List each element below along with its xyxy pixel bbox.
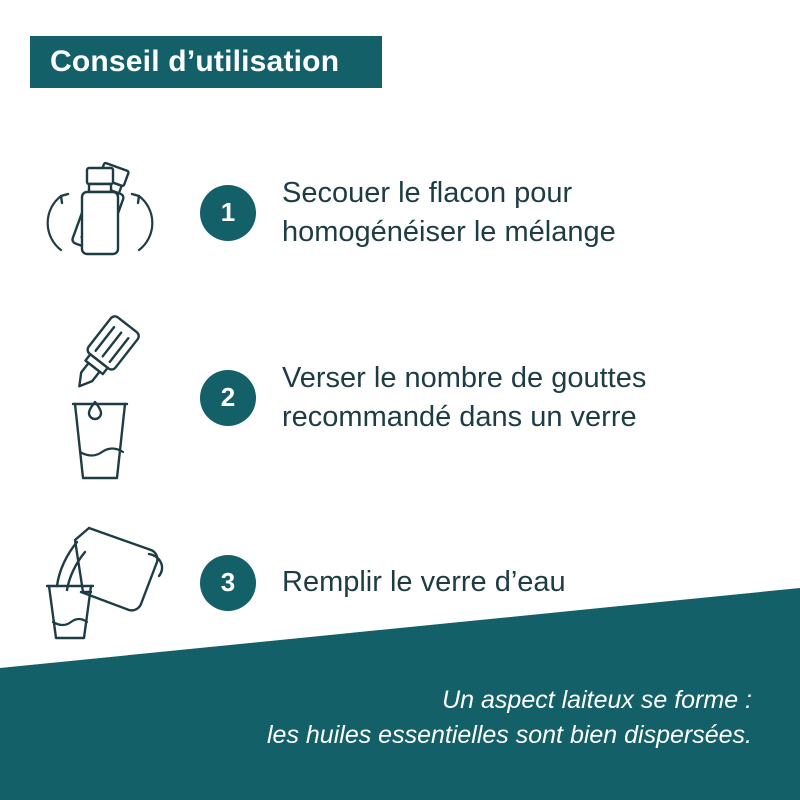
step-text-line: Remplir le verre d’eau	[282, 566, 566, 599]
page-title: Conseil d’utilisation	[50, 45, 340, 78]
step-text-line: Verser le nombre de gouttes	[282, 362, 647, 395]
step-number-badge: 1	[200, 185, 256, 241]
bottom-wedge	[0, 560, 800, 800]
step-text-line: Secouer le flacon pour	[282, 177, 573, 210]
footer-note-line: les huiles essentielles sont bien dispersées.	[267, 720, 752, 749]
bottle-dropping-into-glass-icon	[0, 305, 200, 490]
header-banner	[30, 36, 382, 88]
step-item	[0, 120, 800, 305]
step-text-line: recommandé dans un verre	[282, 400, 637, 433]
step-item	[0, 305, 800, 490]
step-text	[282, 359, 646, 436]
step-number-badge: 3	[200, 555, 256, 611]
step-text-line: homogénéiser le mélange	[282, 215, 616, 248]
footer-note	[267, 683, 752, 752]
footer-note-line: Un aspect laiteux se forme :	[442, 686, 752, 714]
step-number-badge: 2	[200, 370, 256, 426]
step-text	[282, 174, 616, 251]
shaking-bottle-icon	[0, 120, 200, 305]
